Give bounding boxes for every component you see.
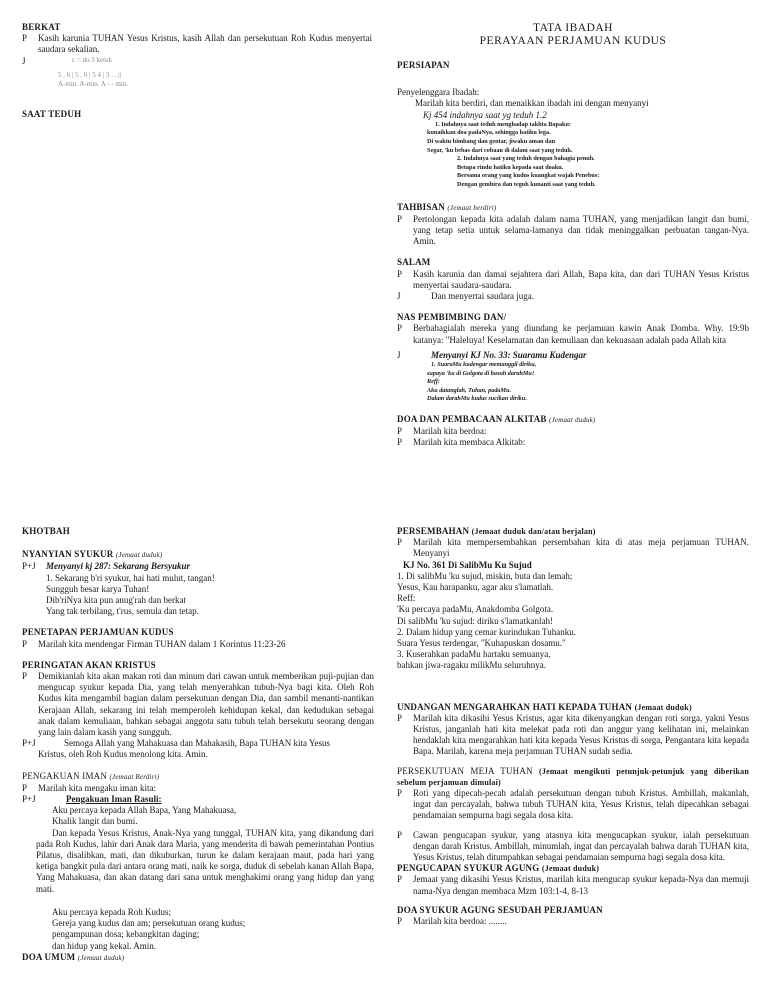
nas-j	[397, 350, 749, 361]
salam-p-label: P	[397, 268, 403, 279]
kj454-v2-line4: Dengan gembira dan teguh kunanti saat yang teduh.	[457, 180, 596, 188]
peringatan-p-label: P	[22, 671, 28, 682]
berkat-heading: BERKAT	[22, 22, 61, 32]
syukur-p-label: P	[397, 874, 403, 885]
doa-syukur-p-label: P	[397, 916, 403, 927]
title-line1: TATA IBADAH	[532, 22, 613, 34]
penetapan-p-label: P	[22, 638, 28, 649]
nyanyian-heading	[22, 549, 374, 561]
persembahan-p	[397, 537, 749, 559]
tahbisan-p	[397, 214, 749, 248]
berkat-j-music1: c = do 3 ketuk	[72, 55, 113, 64]
meja-p2-text: Cawan pengucapan syukur, yang atasnya kita mengucapkan syukur, ialah persekutuan dengan darah Kristus. Ambillah, minumlah, ingat dan percayalah bahwa darah TUHAN kita, Yesus Kristus, telah ditumpahkan sebagai pendamaian sempurna bagi segala dosa kita.	[413, 829, 749, 863]
meja-note: (Jemaat mengikuti petunjuk-petunjuk yang diberikan sebelum perjamuan dimulai)	[397, 766, 749, 787]
kj361-line6: 2. Dalam hidup yang cemar kurindukan Tuhanku.	[397, 626, 576, 637]
doa-umum-heading	[22, 952, 374, 964]
syukur-note: (Jemaat duduk)	[541, 864, 600, 874]
kj454-v1-line4: Segar, 'ku bebas dari cobaan di dalam saat yang teduh.	[427, 146, 573, 154]
kj454-v1-line2: kunaikkan doa padaNya, sehingga hatiku lega.	[427, 129, 551, 137]
iman-line5: Gereja yang kudus dan am; persekutuan orang kudus;	[52, 918, 246, 929]
nas-j-song: Menyanyi KJ No. 33: Suaramu Kudengar	[431, 349, 587, 360]
kj361-line2: Yesus, Kau harapanku, agar aku s'lamatlah.	[397, 582, 554, 593]
undangan-p-label: P	[397, 712, 403, 723]
doa-syukur-p	[397, 916, 749, 927]
syukur-p-text: Jemaat yang dikasihi Yesus Kristus, marilah kita mengucap syukur kepada-Nya dan memuji nama-Nya dengan membaca Mzm 103:1-4, 8-13	[413, 874, 749, 896]
khotbah-heading: KHOTBAH	[22, 526, 70, 536]
undangan-note: (Jemaat duduk)	[634, 702, 692, 712]
doa-p2-label: P	[397, 437, 403, 448]
penetapan-p-text: Marilah kita mendengar Firman TUHAN dalam 1 Korintus 11:23-26	[38, 638, 286, 649]
nyanyian-pj	[22, 561, 374, 572]
kj454-v2-line3: Bersama orang yang kudus kuangkat wajah Penebus:	[457, 172, 600, 180]
syukur-heading	[397, 863, 749, 874]
kj33-line3: Reff:	[427, 378, 440, 386]
persembahan-p-text: Marilah kita mempersembahkan persembahan kita di atas meja perjamuan TUHAN. Menyanyi	[413, 537, 749, 559]
meja-p1	[397, 788, 749, 822]
doa-p1-text: Marilah kita berdoa:	[413, 426, 487, 437]
doa-heading	[397, 414, 749, 426]
berkat-j-music2: 5 . 6 | 5 . 6 | 5 4 | 3 . . ||	[58, 70, 122, 79]
salam-j-text: Dan menyertai saudara juga.	[431, 290, 534, 301]
top-right-column	[397, 22, 749, 449]
syukur-heading-text: PENGUCAPAN SYUKUR AGUNG	[397, 863, 540, 874]
berkat-p-label: P	[22, 33, 28, 44]
iman-line7: dan hidup yang kekal. Amin.	[52, 940, 156, 951]
doa-p1	[397, 426, 749, 437]
kj33-line5: Dalam darahMu kudus sucikan diriku.	[427, 395, 527, 403]
kj361-title: KJ No. 361 Di SalibMu Ku Sujud	[403, 559, 532, 570]
doa-note: (Jemaat duduk)	[549, 415, 596, 424]
meja-p1-label: P	[397, 788, 403, 799]
iman-line1: Aku percaya kepada Allah Bapa, Yang Mahakuasa,	[52, 805, 237, 816]
kj361-line1: 1. Di salibMu 'ku sujud, miskin, buta dan lemah;	[397, 570, 573, 581]
meja-p2	[397, 830, 749, 864]
doa-p2	[397, 437, 749, 448]
kj361-line8: 3. Kuserahkan padaMu hartaku semuanya,	[397, 649, 551, 660]
kj33-line1: 1. SuaraMu kudengar memanggil diriku,	[431, 361, 537, 368]
kj361-line5: Di salibMu 'ku sujud: diriku s'lamatkanlah!	[397, 615, 553, 626]
nyanyian-note: (Jemaat duduk)	[115, 551, 163, 560]
kj361-line4: 'Ku percaya padaMu, Anakdomba Golgota.	[397, 604, 554, 615]
tahbisan-note: (Jemaat berdiri)	[447, 203, 497, 212]
doa-syukur-heading: DOA SYUKUR AGUNG SESUDAH PERJAMUAN	[397, 904, 603, 915]
kj454-v2-line1: 2. Indahnya saat yang teduh dengan bahagia penuh.	[457, 155, 595, 163]
persembahan-heading-text: PERSEMBAHAN	[397, 526, 470, 536]
iman-line2: Khalik langit dan bumi.	[52, 816, 138, 827]
tahbisan-p-text: Pertolongan kepada kita adalah dalam nama TUHAN, yang menjadikan langit dan bumi, yang tetap setia untuk selama-lamanya dan tidak meninggalkan perbuatan tangan-Nya. Amin.	[413, 213, 749, 247]
pengakuan-pj-song: Pengakuan Iman Rasuli:	[66, 794, 162, 805]
kj454-title: Kj 454 indahnya saat yg teduh 1.2	[423, 109, 547, 120]
undangan-heading	[397, 702, 749, 713]
pengakuan-heading	[22, 771, 374, 783]
undangan-p	[397, 713, 749, 758]
kj33-line4: Aku datanglah, Tuhan, padaMu.	[427, 386, 512, 394]
penetapan-p	[22, 639, 374, 650]
syukur-p	[397, 874, 749, 896]
salam-j	[397, 291, 749, 302]
kj33-line2: supaya 'ku di Golgota di basuh darahMu!	[427, 369, 535, 377]
doa-syukur-p-text: Marilah kita berdoa: ........	[413, 916, 507, 927]
kj454-v1-line1: 1. Indahnya saat teduh menghadap takhta Bapaku:	[435, 120, 571, 128]
top-left-column	[22, 22, 372, 120]
nyanyian-song: Menyanyi kj 287: Sekarang Bersyukur	[46, 561, 191, 572]
iman-line3: Dan kepada Yesus Kristus, Anak-Nya yang tunggal, TUHAN kita, yang dikandung dari pada Roh Kudus, lahir dari Anak dara Maria, yang menderita di bawah pemerintahan Pontius Pilatus, disalibkan, mati, dan dikuburkan, turun ke dalam kerajaan maut, pada hari yang ketiga bangkit pula dari antara orang mati, naik ke sorga, duduk di sebelah kanan Allah Bapa, Yang Mahakuasa, dan akan datang dari sana untuk menghakimi orang yang hidup dan yang mati.	[36, 827, 374, 894]
pengakuan-pj	[22, 794, 374, 805]
bottom-left-column	[22, 526, 374, 964]
nyanyian-label: P+J	[22, 561, 36, 572]
peringatan-pj-text2: Kristus, oleh Roh Kudus menolong kita. Amin.	[38, 749, 208, 760]
berkat-j	[22, 56, 372, 67]
doa-p1-label: P	[397, 426, 403, 437]
persembahan-heading	[397, 526, 749, 537]
berkat-j-label: J	[22, 55, 26, 66]
persembahan-p-label: P	[397, 537, 403, 548]
title-line2: PERAYAAN PERJAMUAN KUDUS	[479, 35, 667, 47]
mari-berdiri: Marilah kita berdiri, dan menaikkan ibadah ini dengan menyanyi	[415, 98, 649, 109]
salam-p-text: Kasih karunia dan damai sejahtera dari Allah, Bapa kita, dan dari TUHAN Yesus Kristus menyertai saudara-saudara.	[413, 268, 749, 290]
berkat-j-music3: A-min. A-min. A - - min.	[58, 79, 128, 88]
meja-heading	[397, 766, 749, 788]
penyelenggara: Penyelenggara Ibadah:	[397, 87, 480, 98]
meja-p1-text: Roti yang dipecah-pecah adalah persekutuan dengan tubuh Kristus. Ambillah, makanlah, ingat dan percayalah, bahwa tubuh TUHAN kita, Yesus Kristus, telah dipecahkan sebagai pendamaian sempurna bagi segala dosa kita.	[413, 788, 749, 821]
iman-line4: Aku percaya kepada Roh Kudus;	[52, 906, 171, 917]
nas-j-label: J	[397, 349, 401, 360]
kj287-line3: Dib'riNya kita pun anug'rah dan berkat	[46, 595, 186, 606]
kj361-line3: Reff:	[397, 593, 416, 604]
nas-p-text: Berbahagialah mereka yang diundang ke perjamuan kawin Anak Domba. Why. 19:9b katanya: "Haleluya! Keselamatan dan kemuliaan dan kekuasaan adalah pada Allah kita	[413, 323, 749, 345]
undangan-p-text: Marilah kita dikasihi Yesus Kristus, agar kita dikenyangkan dengan roti sorga, yakni Yesus Kristus, janganlah hati kita melekat pada roti dan anggur yang kelihatan ini, melainkan hendaklah kita mengarahkan hati kita kepada Yesus Kristus di sorga, Pengantara kita kepada Bapa. Marilah, karena meja perjamuan TUHAN sudah sedia.	[413, 712, 749, 757]
peringatan-heading: PERINGATAN AKAN KRISTUS	[22, 659, 156, 670]
iman-line6: pengampunan dosa; kebangkitan daging;	[52, 929, 200, 940]
meja-p2-label: P	[397, 829, 403, 840]
kj361-line9: bahkan jiwa-ragaku milikMu seluruhnya.	[397, 660, 546, 671]
pengakuan-pj-label: P+J	[22, 794, 36, 805]
persiapan-heading: PERSIAPAN	[397, 60, 450, 70]
tahbisan-heading-text: TAHBISAN	[397, 201, 445, 212]
berkat-p-text: Kasih karunia TUHAN Yesus Kristus, kasih Allah dan persekutuan Roh Kudus menyertai saudara sekalian.	[38, 33, 372, 55]
tahbisan-heading	[397, 202, 749, 214]
tahbisan-p-label: P	[397, 213, 403, 224]
peringatan-pj-text1: Semoga Allah yang Mahakuasa dan Mahakasih, Bapa TUHAN kita Yesus	[64, 738, 331, 749]
bottom-right-column	[397, 526, 749, 927]
penetapan-heading: PENETAPAN PERJAMUAN KUDUS	[22, 627, 174, 638]
kj454-v2-line2: Betapa rindu hatiku kepada saat doaku.	[457, 163, 564, 171]
pengakuan-p-text: Marilah kita mengaku iman kita:	[38, 782, 156, 793]
peringatan-pj	[22, 738, 374, 749]
kj287-line2: Sungguh besar karya Tuhan!	[46, 583, 150, 594]
doa-heading-text: DOA DAN PEMBACAAN ALKITAB	[397, 413, 547, 424]
kj287-line4: Yang tak terbilang, t'rus, semula dan tetap.	[46, 606, 199, 617]
peringatan-p-text: Demikianlah kita akan makan roti dan minum dari cawan untuk memberikan puji-pujian dan mengucap syukur kepada Dia, yang telah menyerahkan tubuh-Nya bagi kita. Oleh Roh Kudus kita mengambil bagian dalam persekutuan dengan Dia, dan sambil menanti-nantikan Kerajaan Allah, sekarang ini telah memperoleh kehidupan kekal, dan kedudukan sebagai anak dalam kemuliaan, bahkan sebagai anggota satu tubuh telah bersekutu seorang dengan yang lain dalam kasih yang sungguh.	[38, 671, 374, 738]
undangan-heading-text: UNDANGAN MENGARAHKAN HATI KEPADA TUHAN	[397, 701, 633, 712]
nyanyian-heading-text: NYANYIAN SYUKUR	[22, 549, 114, 560]
saat-teduh-heading: SAAT TEDUH	[22, 108, 82, 119]
kj454-v1-line3: Di waktu bimbang dan gentar, jiwaku aman dan	[427, 138, 556, 145]
persembahan-note: (Jemaat duduk dan/atau berjalan)	[471, 527, 596, 536]
pengakuan-note: (Jemaat Berdiri)	[109, 772, 160, 781]
nas-p-label: P	[397, 323, 403, 334]
pengakuan-p-label: P	[22, 782, 28, 793]
doa-umum-note: (Jemaat duduk)	[77, 953, 125, 962]
salam-p	[397, 269, 749, 291]
pengakuan-heading-text: PENGAKUAN IMAN	[22, 770, 108, 781]
berkat-p	[22, 33, 372, 55]
meja-heading-text: PERSEKUTUAN MEJA TUHAN	[397, 765, 533, 776]
doa-umum-heading-text: DOA UMUM	[22, 951, 76, 962]
peringatan-pj-label: P+J	[22, 738, 36, 749]
nas-heading: NAS PEMBIMBING DAN/	[397, 312, 507, 323]
pengakuan-p	[22, 783, 374, 794]
nas-p	[397, 323, 749, 345]
kj287-line1: 1. Sekarang b'ri syukur, hai hati mulut, tangan!	[46, 572, 215, 583]
kj361-line7: Suara Yesus terdengar, "Kuhapuskan dosamu."	[397, 638, 566, 649]
peringatan-p	[22, 671, 374, 738]
salam-heading: SALAM	[397, 257, 431, 268]
salam-j-label: J	[397, 290, 401, 301]
doa-p2-text: Marilah kita membaca Alkitab:	[413, 437, 526, 448]
